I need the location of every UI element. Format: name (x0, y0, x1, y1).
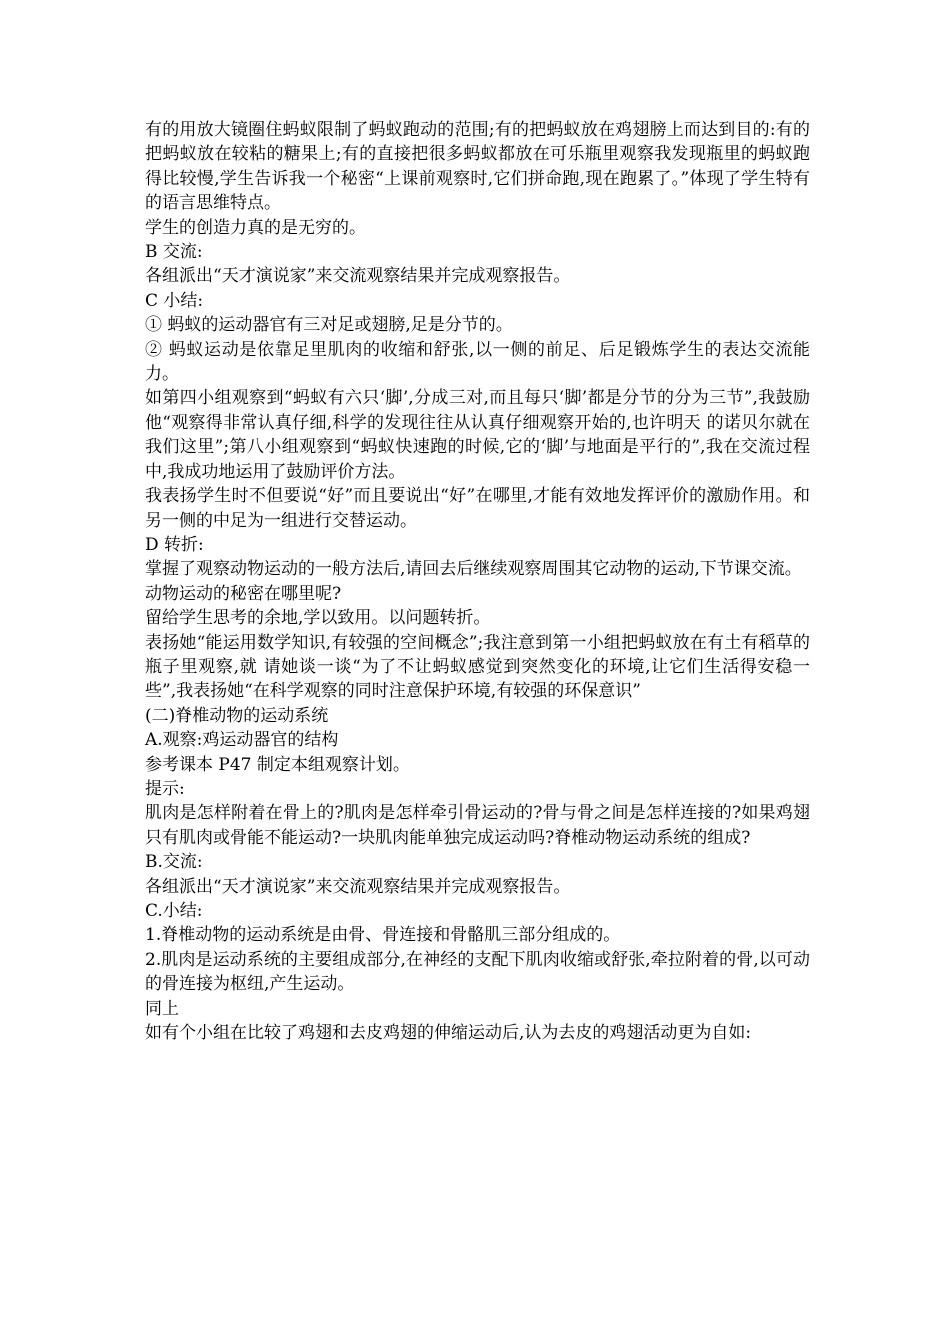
summary-item-vertebrate-1: 1.脊椎动物的运动系统是由骨、骨连接和骨骼肌三部分组成的。 (145, 925, 621, 946)
section-heading-a-observe: A.观察:鸡运动器官的结构 (145, 730, 339, 751)
paragraph-thinking-space: 留给学生思考的余地,学以致用。以问题转折。 (145, 608, 491, 629)
section-heading-b2-exchange: B.交流: (145, 852, 203, 873)
paragraph-ant-observation-methods: 有的用放大镜圈住蚂蚁限制了蚂蚁跑动的范围;有的把蚂蚁放在鸡翅膀上而达到目的:有的把蚂蚁放在较粘的糖果上;有的直接把很多蚂蚁都放在可乐瓶里观察我发现瓶里的蚂蚁跑得比较慢,学生告诉我一个秘密“上课前观察时,它们拼命跑,现在跑累了。”体现了学生特有的语言思维特点。 (145, 120, 810, 214)
paragraph-hint-questions: 肌肉是怎样附着在骨上的?肌肉是怎样牵引骨运动的?骨与骨之间是怎样连接的?如果鸡翅只有肌肉或骨能不能运动?一块肌肉能单独完成运动吗?脊椎动物运动系统的组成? (145, 803, 810, 848)
section-heading-d-transition: D 转折: (145, 534, 204, 555)
section-heading-c2-summary: C.小结: (145, 901, 203, 921)
section-heading-vertebrate: (二)脊椎动物的运动系统 (145, 705, 329, 726)
summary-item-vertebrate-2: 2.肌肉是运动系统的主要组成部分,在神经的支配下肌肉收缩或舒张,牵拉附着的骨,以可动的骨连接为枢纽,产生运动。 (145, 949, 810, 995)
paragraph-environment-praise: 表扬她“能运用数学知识,有较强的空间概念”;我注意到第一小组把蚂蚁放在有土有稻草的瓶子里观察,就 请她谈一谈“为了不让蚂蚁感觉到突然变化的环境,让它们生活得安稳一些”,我表扬她“在科学观察的同时注意保护环境,有较强的环保意识” (145, 632, 810, 702)
summary-item-2: ② 蚂蚁运动是依靠足里肌肉的收缩和舒张,以一侧的前足、后足锻炼学生的表达交流能力。 (145, 339, 810, 385)
paragraph-textbook-plan: 参考课本 P47 制定本组观察计划。 (145, 754, 410, 775)
paragraph-question: 动物运动的秘密在哪里呢? (145, 583, 342, 604)
paragraph-group-four: 如第四小组观察到“蚂蚁有六只‘脚’,分成三对,而且每只‘脚’都是分节的分为三节”,我鼓励他“观察得非常认真仔细,科学的发现往往从认真仔细观察开始的,也许明天 的诺贝尔就在我们这里”;第八小组观察到“蚂蚁快速跑的时候,它的‘脚’与地面是平行的”,我在交流过程中,我成功地运用了鼓励评价方法。 (145, 388, 810, 482)
paragraph-creativity: 学生的创造力真的是无穷的。 (145, 217, 366, 238)
summary-item-1: ① 蚂蚁的运动器官有三对足或翅膀,足是分节的。 (145, 315, 513, 336)
section-heading-b-exchange: B 交流: (145, 242, 203, 263)
paragraph-further-observation: 掌握了观察动物运动的一般方法后,请回去后继续观察周围其它动物的运动,下节课交流。 (145, 559, 802, 580)
document-body (145, 118, 810, 1045)
paragraph-exchange-report-2: 各组派出“天才演说家”来交流观察结果并完成观察报告。 (145, 876, 571, 897)
section-heading-c-summary: C 小结: (145, 290, 204, 311)
paragraph-praise: 我表扬学生时不但要说“好”而且要说出“好”在哪里,才能有效地发挥评价的激励作用。和另一侧的中足为一组进行交替运动。 (145, 486, 810, 531)
paragraph-exchange-report: 各组派出“天才演说家”来交流观察结果并完成观察报告。 (145, 266, 571, 287)
section-heading-hints: 提示: (145, 778, 185, 799)
paragraph-same-as-above: 同上 (145, 998, 179, 1019)
paragraph-chicken-wing-comparison: 如有个小组在比较了鸡翅和去皮鸡翅的伸缩运动后,认为去皮的鸡翅活动更为自如: (145, 1023, 752, 1044)
